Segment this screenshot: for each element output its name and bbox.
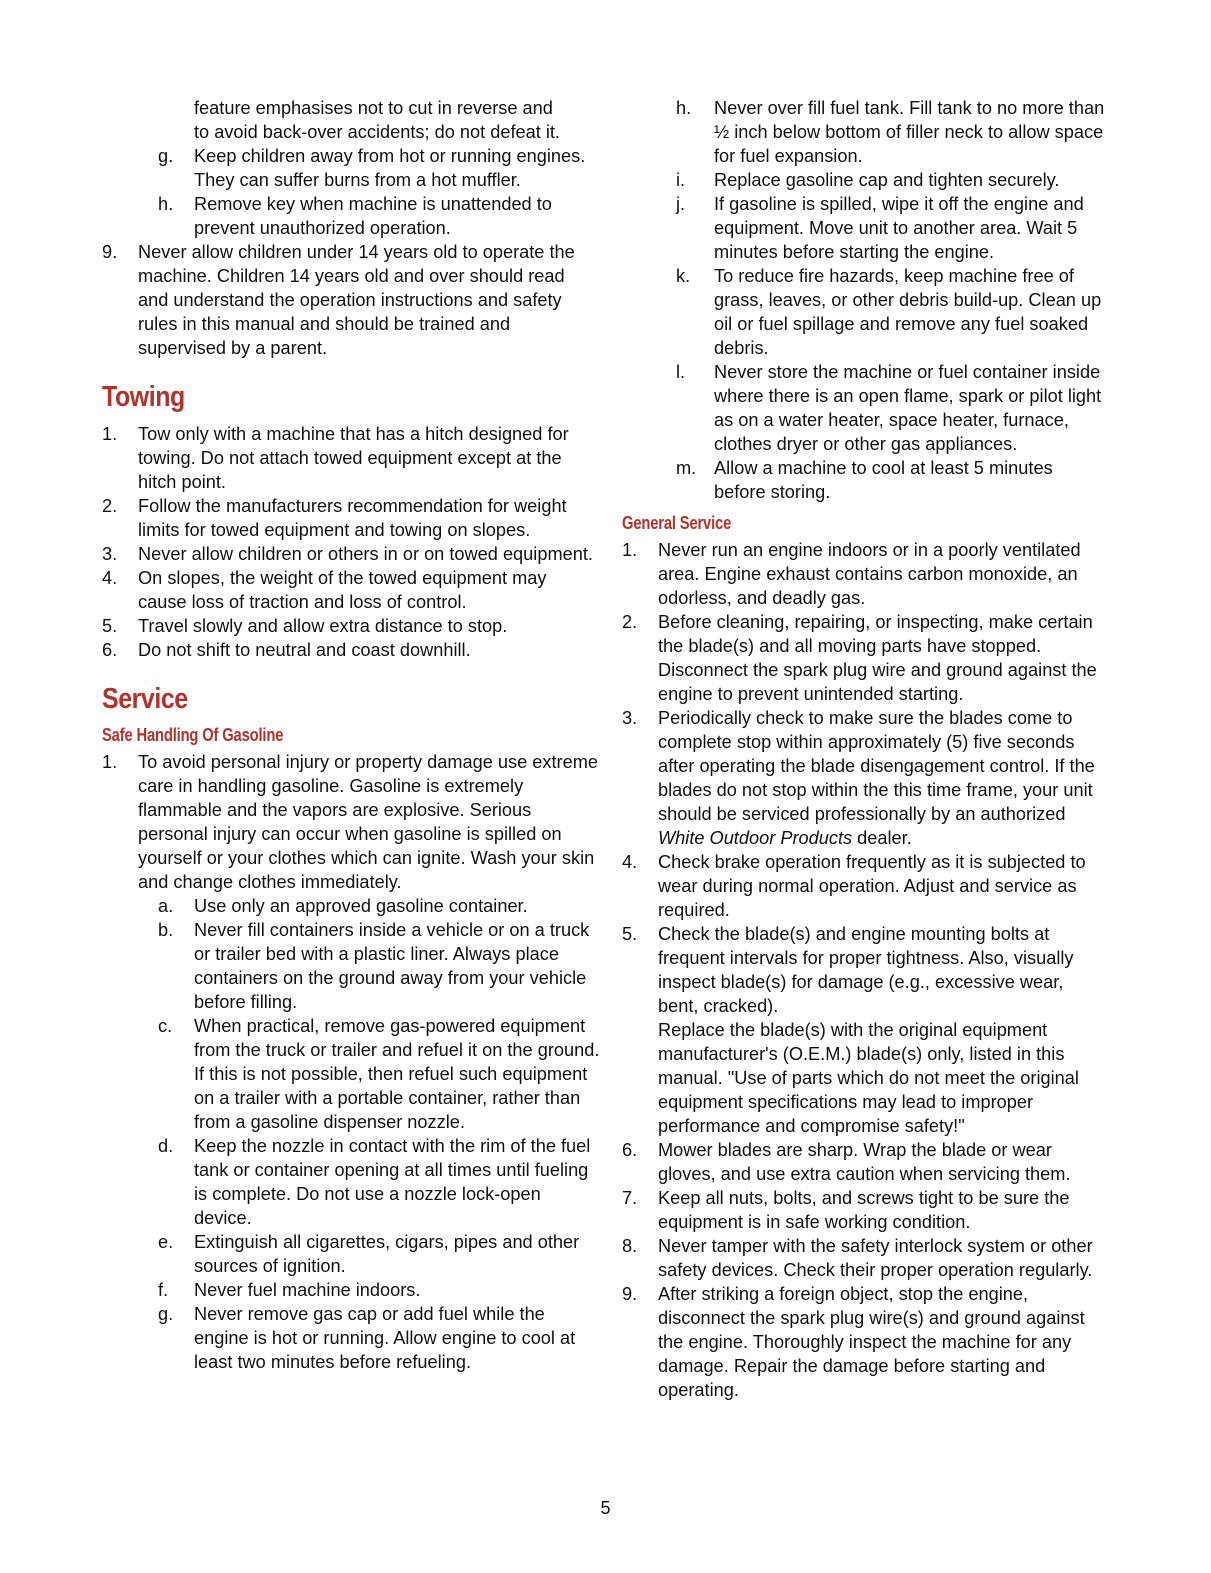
list-item	[102, 894, 600, 918]
item-continuation: Replace the blade(s) with the original equipment manufacturer's (O.E.M.) blade(s) only, listed in this manual. "Use of parts which do not meet the original equipment specifications may lead to improper performance and compromise safety!"	[658, 1020, 1079, 1136]
item-label: a.	[158, 896, 174, 916]
item-text: Extinguish all cigarettes, cigars, pipes and other sources of ignition.	[194, 1232, 580, 1276]
item-text: On slopes, the weight of the towed equipment may cause loss of traction and loss of control.	[138, 568, 547, 612]
item-label: 2.	[102, 496, 118, 516]
item-text: Never store the machine or fuel container inside where there is an open flame, spark or pilot light as on a water heater, space heater, furnace, clothes dryer or other gas appliances.	[714, 362, 1102, 454]
item-label: 1.	[102, 752, 118, 772]
item-label: 7.	[622, 1188, 638, 1208]
item-label: 1.	[102, 424, 118, 444]
continued-text	[102, 96, 600, 144]
list-item	[622, 850, 1108, 922]
item-label: g.	[158, 146, 174, 166]
item-label: j.	[676, 194, 686, 214]
right-column	[622, 96, 1108, 1402]
item-text: Before cleaning, repairing, or inspecting, make certain the blade(s) and all moving parts have stopped. Disconnect the spark plug wire and ground against the engine to prevent unintended starting.	[658, 612, 1097, 704]
item-text: Never allow children or others in or on towed equipment.	[138, 544, 593, 564]
item-label: 5.	[622, 924, 638, 944]
item-text: Check brake operation frequently as it is subjected to wear during normal operation. Adjust and service as required.	[658, 852, 1086, 920]
item-text: Follow the manufacturers recommendation for weight limits for towed equipment and towing on slopes.	[138, 496, 567, 540]
list-item	[622, 538, 1108, 610]
item-text: Travel slowly and allow extra distance to stop.	[138, 616, 508, 636]
item-text-after: dealer.	[852, 828, 912, 848]
item-text: To reduce fire hazards, keep machine free of grass, leaves, or other debris build-up. Clean up oil or fuel spillage and remove any fuel soaked debris.	[714, 266, 1102, 358]
item-text: Never tamper with the safety interlock system or other safety devices. Check their proper operation regularly.	[658, 1236, 1093, 1280]
item-label: 8.	[622, 1236, 638, 1256]
list-item	[102, 1230, 600, 1278]
list-item	[622, 96, 1108, 168]
list-item	[102, 1302, 600, 1374]
item-label: l.	[676, 362, 686, 382]
page-number: 5	[600, 1498, 611, 1518]
list-item	[102, 240, 600, 360]
item-label: k.	[676, 266, 691, 286]
item-text: Keep the nozzle in contact with the rim of the fuel tank or container opening at all times until fueling is complete. Do not use a nozzle lock-open device.	[194, 1136, 591, 1228]
item-text: Never fuel machine indoors.	[194, 1280, 421, 1300]
subheading-safe-handling: Safe Handling Of Gasoline	[102, 725, 284, 745]
item-text: When practical, remove gas-powered equipment from the truck or trailer and refuel it on the ground. If this is not possible, then refuel such equipment on a trailer with a portable container, rather than from a gasoline dispenser nozzle.	[194, 1016, 600, 1132]
item-label: 3.	[102, 544, 118, 564]
item-text: Never over fill fuel tank. Fill tank to no more than ½ inch below bottom of filler neck to allow space for fuel expansion.	[714, 98, 1105, 166]
item-label: 4.	[622, 852, 638, 872]
list-item	[622, 360, 1108, 456]
item-label: 2.	[622, 612, 638, 632]
item-label: i.	[676, 170, 686, 190]
item-text: Keep all nuts, bolts, and screws tight to be sure the equipment is in safe working condition.	[658, 1188, 1070, 1232]
item-label: b.	[158, 920, 174, 940]
list-item	[102, 638, 600, 662]
item-text: Mower blades are sharp. Wrap the blade or wear gloves, and use extra caution when servicing them.	[658, 1140, 1071, 1184]
item-label: g.	[158, 1304, 174, 1324]
item-text-before: Periodically check to make sure the blades come to complete stop within approximately (5) five seconds after operating the blade disengagement control. If the blades do not stop within the this time frame, your unit should be serviced professionally by an authorized	[658, 708, 1095, 824]
list-item	[622, 456, 1108, 504]
item-label: e.	[158, 1232, 174, 1252]
list-item	[622, 1186, 1108, 1234]
list-item	[102, 1134, 600, 1230]
list-item	[102, 542, 600, 566]
item-label: 6.	[102, 640, 118, 660]
list-item	[102, 422, 600, 494]
item-text: Remove key when machine is unattended to prevent unauthorized operation.	[194, 194, 552, 238]
section-heading-service: Service	[102, 683, 188, 715]
item-label: h.	[158, 194, 174, 214]
list-item	[622, 922, 1108, 1018]
item-label: 1.	[622, 540, 638, 560]
item-label: m.	[676, 458, 697, 478]
item-text: Never fill containers inside a vehicle or on a truck or trailer bed with a plastic liner. Always place containers on the ground away from your vehicle before filling.	[194, 920, 590, 1012]
list-item	[102, 566, 600, 614]
item-text: If gasoline is spilled, wipe it off the engine and equipment. Move unit to another area. Wait 5 minutes before starting the engine.	[714, 194, 1084, 262]
item-text: Replace gasoline cap and tighten securely.	[714, 170, 1060, 190]
section-heading-towing: Towing	[102, 381, 185, 413]
list-item	[622, 610, 1108, 706]
item-text: To avoid personal injury or property damage use extreme care in handling gasoline. Gasoline is extremely flammable and the vapors are explosive. Serious personal injury can occur when gasoline is spilled on yourself or your clothes which can ignite. Wash your skin and change clothes immediately.	[138, 752, 598, 892]
item-label: 4.	[102, 568, 118, 588]
left-column	[102, 96, 600, 1374]
list-item	[102, 918, 600, 1014]
continued-line: to avoid back-over accidents; do not defeat it.	[194, 122, 560, 142]
continued-line: feature emphasises not to cut in reverse and	[194, 98, 553, 118]
item-label: 3.	[622, 708, 638, 728]
item-label: c.	[158, 1016, 173, 1036]
item-label: d.	[158, 1136, 174, 1156]
list-item	[102, 1278, 600, 1302]
item-text: Allow a machine to cool at least 5 minutes before storing.	[714, 458, 1053, 502]
item-text: After striking a foreign object, stop the engine, disconnect the spark plug wire(s) and ground against the engine. Thoroughly inspect the machine for any damage. Repair the damage before starting and operating.	[658, 1284, 1085, 1400]
list-item	[622, 706, 1108, 850]
item-label: 9.	[102, 242, 118, 262]
item-text	[658, 706, 1108, 850]
item-label: 9.	[622, 1284, 638, 1304]
list-item	[622, 264, 1108, 360]
subheading-general-service: General Service	[622, 513, 732, 533]
item-text: Never allow children under 14 years old to operate the machine. Children 14 years old and over should read and understand the operation instructions and safety rules in this manual and should be trained and supervised by a parent.	[138, 242, 575, 358]
list-item	[102, 750, 600, 894]
item-text: Use only an approved gasoline container.	[194, 896, 528, 916]
item-text: Tow only with a machine that has a hitch designed for towing. Do not attach towed equipment except at the hitch point.	[138, 424, 569, 492]
list-item	[102, 1014, 600, 1134]
item-text: Never run an engine indoors or in a poorly ventilated area. Engine exhaust contains carbon monoxide, an odorless, and deadly gas.	[658, 540, 1081, 608]
list-item	[102, 614, 600, 638]
list-item	[622, 1138, 1108, 1186]
item-label: f.	[158, 1280, 169, 1300]
list-item	[622, 192, 1108, 264]
item-label: 5.	[102, 616, 118, 636]
item-label: h.	[676, 98, 692, 118]
list-item	[622, 168, 1108, 192]
list-item	[102, 192, 600, 240]
item-text: Check the blade(s) and engine mounting bolts at frequent intervals for proper tightness. Also, visually inspect blade(s) for damage (e.g., excessive wear, bent, cracked).	[658, 924, 1074, 1016]
list-item	[102, 144, 600, 192]
list-item	[622, 1234, 1108, 1282]
item-label: 6.	[622, 1140, 638, 1160]
item-text: Never remove gas cap or add fuel while the engine is hot or running. Allow engine to cool at least two minutes before refueling.	[194, 1304, 576, 1372]
item-text: Do not shift to neutral and coast downhill.	[138, 640, 471, 660]
brand-name: White Outdoor Products	[658, 828, 853, 848]
list-item	[102, 494, 600, 542]
item-text: Keep children away from hot or running engines. They can suffer burns from a hot muffler.	[194, 146, 586, 190]
list-item	[622, 1282, 1108, 1402]
